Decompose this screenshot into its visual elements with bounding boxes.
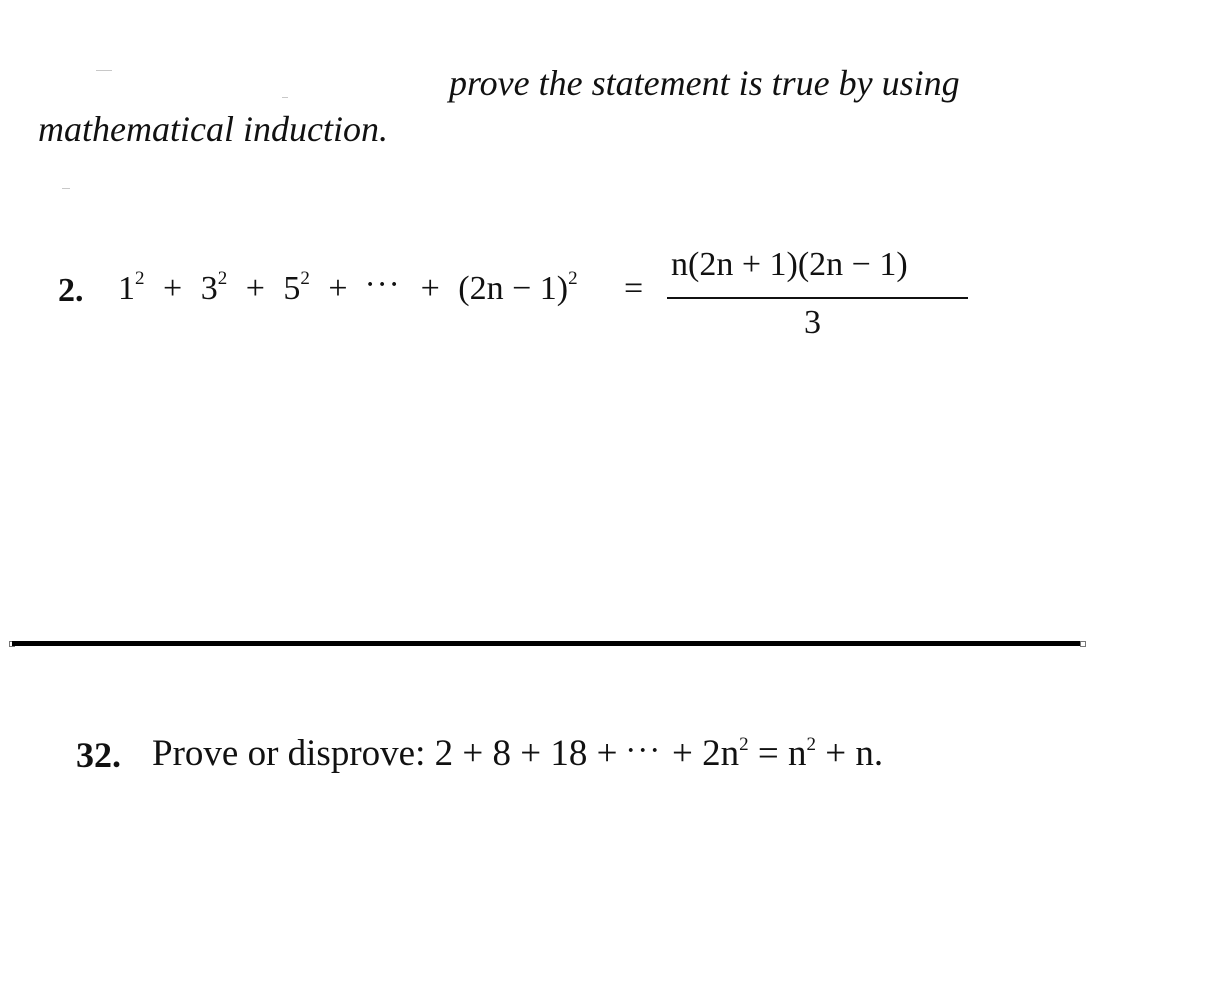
fraction-numerator: n(2n + 1)(2n − 1) — [671, 246, 908, 283]
problem-32-2n-term: + 2n — [662, 733, 740, 774]
equals-sign: = — [624, 270, 644, 307]
last-term-exponent: 2 — [568, 268, 578, 289]
fraction-denominator: 3 — [804, 304, 821, 341]
plus-sign: + — [245, 270, 265, 307]
instruction-text-line2: mathematical induction. — [38, 109, 388, 149]
instruction-text-line1: prove the statement is true by using — [449, 63, 960, 103]
exponent: 2 — [806, 734, 816, 755]
plus-sign: + — [163, 270, 183, 307]
plus-sign: + — [328, 270, 348, 307]
term-exponent: 2 — [300, 268, 310, 289]
plus-sign: + — [420, 270, 440, 307]
divider-endcap-right — [1080, 641, 1086, 647]
exponent: 2 — [739, 734, 749, 755]
last-term-base: (2n − 1) — [458, 270, 569, 307]
term-exponent: 2 — [217, 268, 228, 289]
fraction-bar — [667, 297, 968, 299]
problem-32-equals-n: = n — [748, 733, 807, 774]
term-base: 3 — [200, 270, 218, 307]
problem-32-prefix: Prove or disprove: 2 + 8 + 18 + — [152, 733, 627, 774]
problem-2-lhs — [118, 270, 578, 308]
scan-speck — [282, 97, 288, 98]
term-base: 5 — [283, 270, 301, 307]
term-exponent: 2 — [135, 268, 145, 289]
ellipsis: ··· — [626, 738, 663, 764]
scan-speck — [96, 70, 112, 71]
term-base: 1 — [118, 270, 135, 307]
problem-32-statement — [152, 732, 883, 775]
problem-2-number: 2. — [58, 272, 84, 309]
section-divider — [12, 641, 1084, 646]
problem-32-suffix: + n. — [815, 733, 884, 774]
problem-32-number: 32. — [76, 735, 121, 775]
ellipsis: ··· — [366, 272, 403, 298]
scan-speck — [62, 188, 70, 189]
